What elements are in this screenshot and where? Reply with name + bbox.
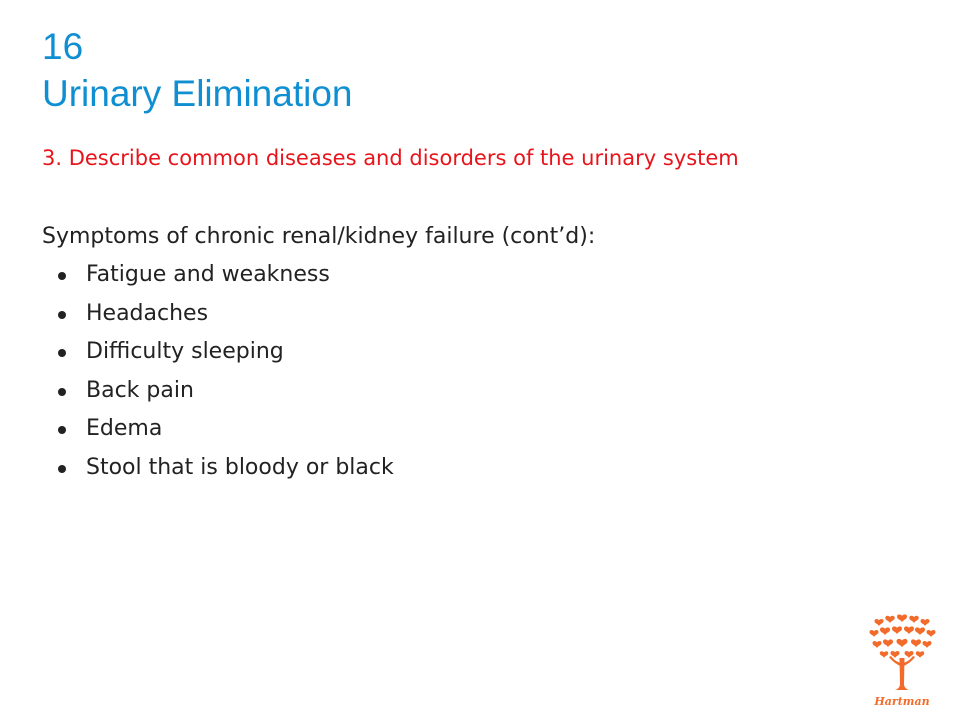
chapter-number: 16 — [42, 26, 84, 67]
list-item-text: Back pain — [86, 377, 194, 403]
bullet-icon — [58, 388, 66, 396]
bullet-icon — [58, 311, 66, 319]
learning-objective: 3. Describe common diseases and disorders of the urinary system — [42, 146, 739, 170]
list-item-text: Stool that is bloody or black — [86, 454, 394, 480]
hartman-logo — [864, 610, 940, 710]
list-item-text: Difficulty sleeping — [86, 339, 284, 364]
bullet-icon — [58, 465, 66, 473]
list-item-text: Edema — [86, 416, 163, 441]
chapter-title: Urinary Elimination — [42, 73, 353, 114]
list-item-text: Fatigue and weakness — [86, 262, 330, 287]
bullet-icon — [58, 426, 66, 434]
bullet-icon — [58, 272, 66, 280]
logo-label: Hartman — [874, 695, 930, 708]
heart-tree-icon — [864, 610, 940, 710]
bullet-icon — [58, 349, 66, 357]
content-intro: Symptoms of chronic renal/kidney failure (cont’d): — [42, 224, 596, 249]
list-item-text: Headaches — [86, 300, 209, 326]
